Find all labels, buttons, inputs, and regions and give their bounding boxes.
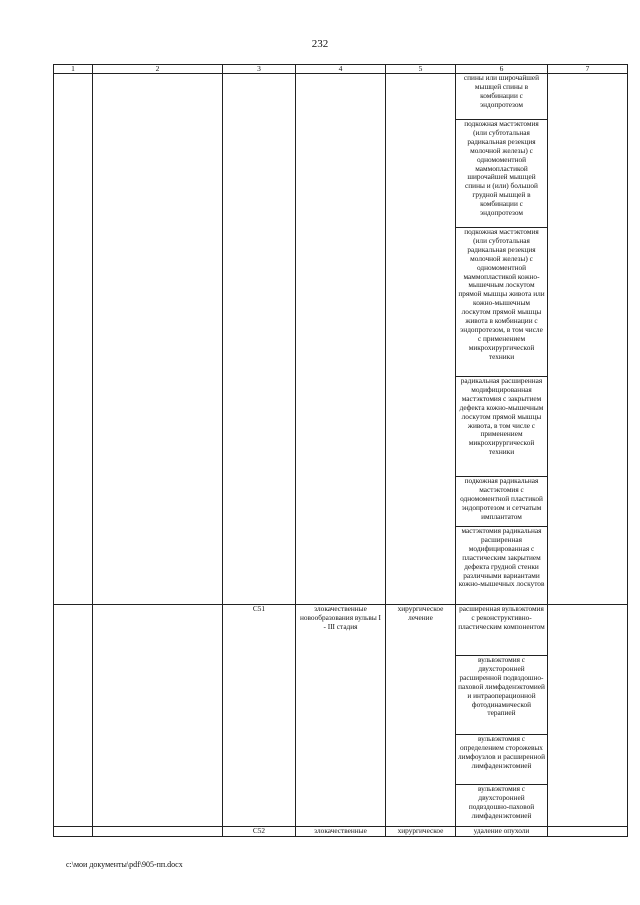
cell-empty <box>548 827 628 837</box>
procedure-cell: спины или широчайшей мышцей спины в комбинации с эндопротезом <box>456 74 548 120</box>
procedure-cell: мастэктомия радикальная расширенная модифицированная с пластическим закрытием дефекта грудной стенки различными вариантами кожно-мышечных лоскутов <box>456 527 548 605</box>
column-number: 3 <box>223 65 296 74</box>
cell-empty <box>223 74 296 605</box>
procedure-cell: подкожная радикальная мастэктомия с одномоментной пластикой эндопротезом и сетчатым имплантатом <box>456 477 548 527</box>
diagnosis-cell: злокачественные новообразования вульвы I - III стадия <box>296 605 386 827</box>
procedure-cell: вульвэктомия с определением сторожевых лимфоузлов и расширенной лимфаденэктомией <box>456 735 548 785</box>
treatment-cell: хирургическое <box>386 827 456 837</box>
column-number: 5 <box>386 65 456 74</box>
cell-empty <box>548 74 628 605</box>
column-number: 2 <box>93 65 223 74</box>
procedure-cell: подкожная мастэктомия (или субтотальная радикальная резекция молочной железы) с одномоментной маммопластикой широчайшей мышцей спины и (или) большой грудной мышцей в комбинации с эндопротезом <box>456 120 548 228</box>
icd-code-cell: C52 <box>223 827 296 837</box>
cell-empty <box>54 605 93 827</box>
cell-empty <box>93 827 223 837</box>
treatment-cell: хирургическое лечение <box>386 605 456 827</box>
cell-empty <box>93 605 223 827</box>
cell-empty <box>54 74 93 605</box>
column-number: 6 <box>456 65 548 74</box>
diagnosis-cell: злокачественные <box>296 827 386 837</box>
column-number: 1 <box>54 65 93 74</box>
table-row <box>54 827 628 837</box>
icd-code-cell: C51 <box>223 605 296 827</box>
services-table <box>53 64 628 837</box>
column-number-row <box>54 65 628 74</box>
page-number: 232 <box>311 38 329 50</box>
procedure-cell: радикальная расширенная модифицированная мастэктомия с закрытием дефекта кожно-мышечным лоскутом прямой мышцы живота, в том числе с применением микрохирургической техники <box>456 377 548 477</box>
procedure-cell: вульвэктомия с двухсторонней подвздошно-паховой лимфаденэктомией <box>456 785 548 827</box>
procedure-cell: вульвэктомия с двухсторонней расширенной подвздошно-паховой лимфаденэктомией и интраоперационной фотодинамической терапией <box>456 656 548 735</box>
procedure-cell: удаление опухоли <box>456 827 548 837</box>
footer-file-path: c:\мои документы\pdf\905-пп.docx <box>66 860 183 869</box>
column-number: 7 <box>548 65 628 74</box>
cell-empty <box>548 605 628 827</box>
cell-empty <box>386 74 456 605</box>
cell-empty <box>296 74 386 605</box>
cell-empty <box>54 827 93 837</box>
table-row <box>54 605 628 656</box>
procedure-cell: расширенная вульвэктомия с реконструктивно-пластическим компонентом <box>456 605 548 656</box>
column-number: 4 <box>296 65 386 74</box>
cell-empty <box>93 74 223 605</box>
table-row <box>54 74 628 120</box>
procedure-cell: подкожная мастэктомия (или субтотальная радикальная резекция молочной железы) с одномоментной маммопластикой кожно-мышечным лоскутом прямой мышцы живота или кожно-мышечным лоскутом прямой мышцы живота в комбинации с эндопротезом, в том числе с применением микрохирургической техники <box>456 228 548 377</box>
